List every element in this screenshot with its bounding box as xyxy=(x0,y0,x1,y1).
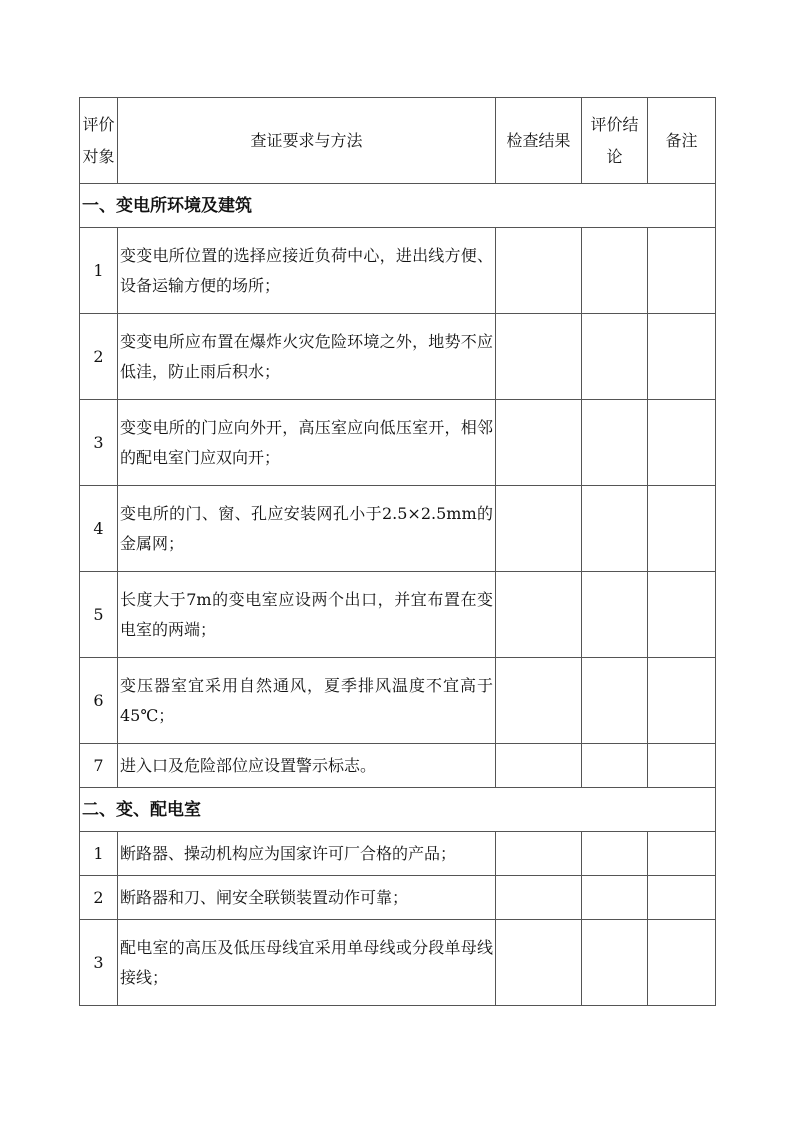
result-cell[interactable] xyxy=(496,744,582,788)
result-cell[interactable] xyxy=(496,228,582,314)
remark-cell[interactable] xyxy=(648,876,716,920)
result-cell[interactable] xyxy=(496,400,582,486)
row-number: 7 xyxy=(80,744,118,788)
row-requirement: 断路器、操动机构应为国家许可厂合格的产品； xyxy=(118,832,496,876)
section-row xyxy=(80,788,716,832)
table-row xyxy=(80,658,716,744)
row-number: 4 xyxy=(80,486,118,572)
row-requirement: 变电所的门、窗、孔应安装网孔小于2.5×2.5mm的金属网； xyxy=(118,486,496,572)
row-number: 2 xyxy=(80,876,118,920)
result-cell[interactable] xyxy=(496,920,582,1006)
section-title: 一、变电所环境及建筑 xyxy=(80,184,716,228)
table-row xyxy=(80,572,716,658)
row-number: 5 xyxy=(80,572,118,658)
row-requirement: 长度大于7m的变电室应设两个出口，并宜布置在变电室的两端； xyxy=(118,572,496,658)
row-requirement: 变变电所的门应向外开，高压室应向低压室开，相邻的配电室门应双向开； xyxy=(118,400,496,486)
header-row xyxy=(80,98,716,184)
remark-cell[interactable] xyxy=(648,920,716,1006)
conclusion-cell[interactable] xyxy=(582,744,648,788)
conclusion-cell[interactable] xyxy=(582,832,648,876)
table-row xyxy=(80,486,716,572)
row-number: 1 xyxy=(80,228,118,314)
row-requirement: 断路器和刀、闸安全联锁装置动作可靠； xyxy=(118,876,496,920)
row-requirement: 变变电所位置的选择应接近负荷中心，进出线方便、设备运输方便的场所； xyxy=(118,228,496,314)
section-title: 二、变、配电室 xyxy=(80,788,716,832)
conclusion-cell[interactable] xyxy=(582,876,648,920)
remark-cell[interactable] xyxy=(648,400,716,486)
conclusion-cell[interactable] xyxy=(582,314,648,400)
remark-cell[interactable] xyxy=(648,572,716,658)
header-remark: 备注 xyxy=(648,98,716,184)
table-row xyxy=(80,228,716,314)
conclusion-cell[interactable] xyxy=(582,920,648,1006)
table-row xyxy=(80,744,716,788)
conclusion-cell[interactable] xyxy=(582,572,648,658)
table-row xyxy=(80,400,716,486)
table-row xyxy=(80,832,716,876)
row-number: 1 xyxy=(80,832,118,876)
remark-cell[interactable] xyxy=(648,832,716,876)
remark-cell[interactable] xyxy=(648,486,716,572)
row-number: 3 xyxy=(80,920,118,1006)
conclusion-cell[interactable] xyxy=(582,658,648,744)
evaluation-table xyxy=(79,97,716,1006)
remark-cell[interactable] xyxy=(648,658,716,744)
row-number: 2 xyxy=(80,314,118,400)
conclusion-cell[interactable] xyxy=(582,486,648,572)
header-requirement: 查证要求与方法 xyxy=(118,98,496,184)
table-row xyxy=(80,876,716,920)
result-cell[interactable] xyxy=(496,314,582,400)
result-cell[interactable] xyxy=(496,658,582,744)
table-row xyxy=(80,314,716,400)
row-requirement: 进入口及危险部位应设置警示标志。 xyxy=(118,744,496,788)
row-number: 3 xyxy=(80,400,118,486)
header-object: 评价对象 xyxy=(80,98,118,184)
remark-cell[interactable] xyxy=(648,228,716,314)
result-cell[interactable] xyxy=(496,876,582,920)
row-requirement: 配电室的高压及低压母线宜采用单母线或分段单母线接线； xyxy=(118,920,496,1006)
row-number: 6 xyxy=(80,658,118,744)
row-requirement: 变变电所应布置在爆炸火灾危险环境之外，地势不应低洼，防止雨后积水； xyxy=(118,314,496,400)
table-row xyxy=(80,920,716,1006)
conclusion-cell[interactable] xyxy=(582,400,648,486)
row-requirement: 变压器室宜采用自然通风，夏季排风温度不宜高于45℃； xyxy=(118,658,496,744)
header-result: 检查结果 xyxy=(496,98,582,184)
result-cell[interactable] xyxy=(496,486,582,572)
section-row xyxy=(80,184,716,228)
remark-cell[interactable] xyxy=(648,314,716,400)
result-cell[interactable] xyxy=(496,572,582,658)
result-cell[interactable] xyxy=(496,832,582,876)
header-conclusion: 评价结论 xyxy=(582,98,648,184)
remark-cell[interactable] xyxy=(648,744,716,788)
conclusion-cell[interactable] xyxy=(582,228,648,314)
